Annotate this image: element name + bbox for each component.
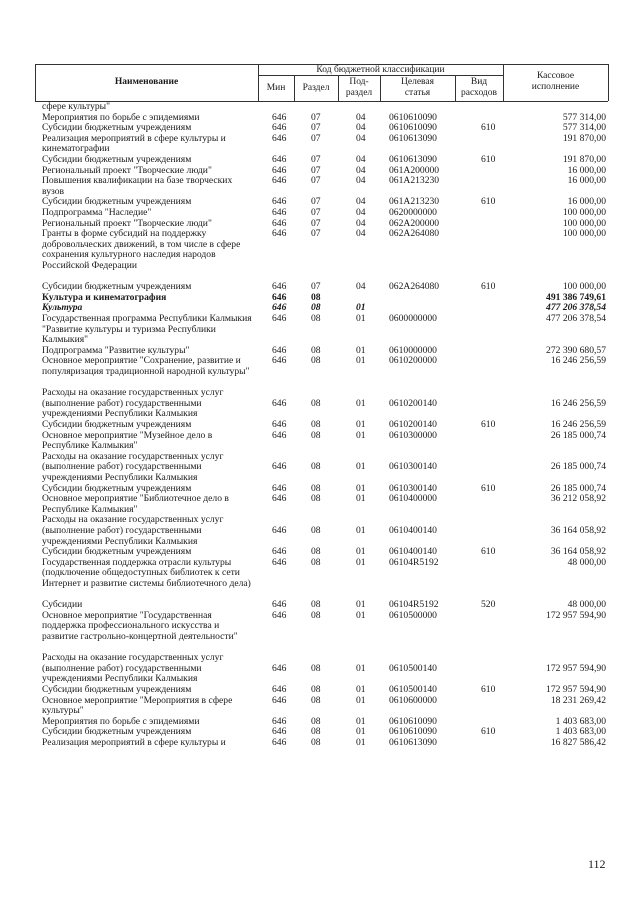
row-min: 646 [272,737,287,748]
row-name: Государственная поддержка отрасли культуры (подключение общедоступных библиотек к сети Интернет и развитие системы библиотечного дела) [42,556,251,589]
row-statya: 0610400140 [389,546,437,558]
row-min: 646 [272,556,287,568]
row-razdel: 08 [311,461,321,473]
row-min: 646 [272,684,287,695]
row-podrazdel: 01 [356,482,366,494]
row-min: 646 [272,419,287,430]
row-sum: 100 000,00 [562,207,606,218]
row-razdel: 07 [311,111,321,123]
row-name: Подпрограмма "Наследие" [42,207,152,218]
row-podrazdel: 01 [356,546,366,558]
row-min: 646 [272,546,287,558]
row-sum: 100 000,00 [562,281,606,293]
row-razdel: 08 [311,599,321,611]
row-sum: 36 164 058,92 [550,546,606,558]
header-min: Мин [266,83,286,93]
row-statya: 062A264080 [389,281,440,293]
row-name: Расходы на оказание государственных услуг (выполнение работ) государственными учреждениями Республики Калмыкия [42,387,224,420]
row-name: Субсидии бюджетным учреждениям [42,684,192,695]
row-vid: 520 [481,599,496,611]
row-podrazdel: 01 [356,397,366,409]
row-min: 646 [272,524,287,536]
table-row [0,558,640,600]
row-sum: 491 386 749,61 [546,291,606,303]
row-sum: 172 957 594,90 [546,684,606,695]
row-statya: 0610600000 [389,694,437,706]
row-podrazdel: 04 [356,154,366,165]
row-sum: 191 870,00 [562,132,606,144]
row-razdel: 07 [311,207,321,218]
row-statya: 0610500000 [389,609,437,621]
row-statya: 0600000000 [389,313,437,324]
row-razdel: 07 [311,132,321,144]
row-min: 646 [272,207,287,218]
row-razdel: 08 [311,556,321,568]
row-min: 646 [272,482,287,494]
row-sum: 577 314,00 [562,111,606,123]
row-name: Региональный проект "Творческие люди" [42,164,212,176]
row-name: Основное мероприятие "Мероприятия в сфере культуры" [42,694,233,717]
row-name: Субсидии [42,599,83,611]
row-name: Основное мероприятие "Сохранение, развитие и популяризация традиционной народной культуры" [42,355,250,377]
row-name: Культура [42,302,83,314]
page-number: 112 [588,857,606,871]
table-row [0,696,640,717]
row-statya: 0610610090 [389,122,437,134]
row-statya: 0610400000 [389,493,437,505]
row-podrazdel: 01 [356,344,366,356]
row-podrazdel: 04 [356,132,366,144]
row-sum: 16 246 256,59 [550,355,606,367]
row-razdel: 08 [311,344,321,356]
row-sum: 16 246 256,59 [550,419,606,430]
table-row [0,515,640,547]
row-min: 646 [272,164,287,176]
row-sum: 191 870,00 [562,154,606,165]
row-podrazdel: 01 [356,662,366,674]
row-statya: 0610300140 [389,482,437,494]
row-vid: 610 [481,196,496,208]
row-sum: 36 212 058,92 [550,493,606,505]
row-razdel: 08 [311,493,321,505]
row-statya: 0610500140 [389,662,437,674]
row-razdel: 08 [311,524,321,536]
table-row [0,452,640,484]
row-statya: 062A200000 [389,217,440,229]
row-podrazdel: 01 [356,493,366,505]
row-statya: 0610610090 [389,715,437,727]
row-podrazdel: 04 [356,217,366,229]
row-podrazdel: 04 [356,111,366,123]
table-row [0,431,640,452]
row-name: Мероприятия по борьбе с эпидемиями [42,111,200,123]
row-razdel: 08 [311,313,321,324]
table-row [0,155,640,166]
row-min: 646 [272,291,287,303]
row-sum: 16 246 256,59 [550,397,606,409]
row-name: Основное мероприятие "Библиотечное дело в Республике Калмыкия" [42,493,229,515]
row-podrazdel: 04 [356,281,366,293]
row-sum: 16 000,00 [567,164,606,176]
row-name: Расходы на оказание государственных услуг (выполнение работ) государственными учреждениями Республики Калмыкия [42,652,224,685]
table-row [0,134,640,155]
row-podrazdel: 01 [356,419,366,430]
row-podrazdel: 01 [356,556,366,568]
row-statya: 0610613090 [389,154,437,165]
row-min: 646 [272,132,287,144]
row-razdel: 08 [311,302,321,314]
row-sum: 16 000,00 [567,196,606,208]
row-vid: 610 [481,154,496,165]
row-name: Повышения квалификации на базе творческих вузов [42,175,233,197]
row-name: Государственная программа Республики Калмыкия "Развитие культуры и туризма Республики Калмыкия" [42,313,252,346]
row-min: 646 [272,313,287,324]
header-statya: Целевая статья [401,77,434,98]
row-min: 646 [272,154,287,165]
row-name: Подпрограмма "Развитие культуры" [42,344,190,356]
row-podrazdel: 01 [356,599,366,611]
row-sum: 16 827 586,42 [550,737,606,748]
row-vid: 610 [481,482,496,494]
row-statya: 061A213230 [389,175,440,187]
row-razdel: 08 [311,737,321,748]
row-sum: 36 164 058,92 [550,524,606,536]
row-name: Субсидии бюджетным учреждениям [42,196,192,208]
row-statya: 0610500140 [389,684,437,695]
row-sum: 1 403 683,00 [555,715,606,727]
row-min: 646 [272,281,287,293]
row-podrazdel: 01 [356,524,366,536]
row-razdel: 08 [311,609,321,621]
row-podrazdel: 04 [356,228,366,240]
row-min: 646 [272,302,287,314]
row-podrazdel: 04 [356,175,366,187]
row-statya: 0610300000 [389,429,437,441]
row-sum: 48 000,00 [567,599,606,611]
row-min: 646 [272,599,287,611]
row-razdel: 08 [311,546,321,558]
row-name: Субсидии бюджетным учреждениям [42,281,192,293]
row-name: Мероприятия по борьбе с эпидемиями [42,715,200,727]
table-row [0,102,640,113]
row-min: 646 [272,175,287,187]
row-razdel: 07 [311,164,321,176]
row-statya: 0610200140 [389,419,437,430]
row-vid: 610 [481,281,496,293]
row-podrazdel: 01 [356,609,366,621]
row-razdel: 07 [311,175,321,187]
row-sum: 26 185 000,74 [550,482,606,494]
header-sum: Кассовое исполнение [531,71,580,92]
row-razdel: 08 [311,482,321,494]
row-razdel: 07 [311,122,321,134]
row-sum: 26 185 000,74 [550,461,606,473]
row-statya: 0610610090 [389,111,437,123]
row-statya: 0620000000 [389,207,437,218]
table-row [0,229,640,282]
row-min: 646 [272,662,287,674]
row-statya: 0610200140 [389,397,437,409]
row-min: 646 [272,715,287,727]
row-podrazdel: 01 [356,302,366,314]
row-statya: 0610000000 [389,344,437,356]
row-sum: 172 957 594,90 [546,609,606,621]
row-razdel: 08 [311,429,321,441]
row-min: 646 [272,429,287,441]
row-vid: 610 [481,122,496,134]
row-statya: 06104R5192 [389,599,439,611]
header-razdel: Раздел [302,83,330,93]
table-row [0,208,640,219]
row-razdel: 08 [311,397,321,409]
table-row [0,314,640,346]
row-name: Субсидии бюджетным учреждениям [42,122,192,134]
row-razdel: 08 [311,726,321,738]
row-name: Гранты в форме субсидий на поддержку добровольческих движений, в том числе в сфере сохранения культурного наследия народов Российской Федерации [42,228,241,271]
row-vid: 610 [481,684,496,695]
row-name: Культура и кинематография [42,291,167,303]
row-name: Субсидии бюджетным учреждениям [42,419,192,430]
row-razdel: 08 [311,715,321,727]
row-vid: 610 [481,546,496,558]
row-razdel: 07 [311,217,321,229]
row-name: Основное мероприятие "Государственная поддержка профессионального искусства и развитие гастрольно-концертной деятельности" [42,609,238,642]
header-code-group: Код бюджетной классификации [316,65,445,75]
row-razdel: 08 [311,684,321,695]
row-podrazdel: 04 [356,207,366,218]
row-statya: 061A213230 [389,196,440,208]
row-vid: 610 [481,419,496,430]
row-sum: 100 000,00 [562,228,606,240]
table-row [0,494,640,515]
row-sum: 18 231 269,42 [550,694,606,706]
row-sum: 48 000,00 [567,556,606,568]
row-name: Основное мероприятие "Музейное дело в Республике Калмыкия" [42,429,213,452]
row-podrazdel: 04 [356,122,366,134]
row-statya: 0610613090 [389,737,437,748]
row-min: 646 [272,122,287,134]
row-name: Региональный проект "Творческие люди" [42,217,212,229]
row-podrazdel: 01 [356,429,366,441]
table-row [0,388,640,420]
row-statya: 0610300140 [389,461,437,473]
row-sum: 577 314,00 [562,122,606,134]
row-razdel: 07 [311,228,321,240]
row-razdel: 08 [311,355,321,367]
row-podrazdel: 04 [356,164,366,176]
row-name: Расходы на оказание государственных услуг (выполнение работ) государственными учреждениями Республики Калмыкия [42,450,224,483]
row-min: 646 [272,609,287,621]
row-sum: 100 000,00 [562,217,606,229]
row-sum: 16 000,00 [567,175,606,187]
row-sum: 26 185 000,74 [550,429,606,441]
row-min: 646 [272,217,287,229]
row-razdel: 07 [311,281,321,293]
row-statya: 0610400140 [389,524,437,536]
header-vid: Вид расходов [461,77,497,98]
row-podrazdel: 01 [356,726,366,738]
row-sum: 272 390 680,57 [546,344,606,356]
row-statya: 06104R5192 [389,556,439,568]
row-min: 646 [272,493,287,505]
header-podrazdel: Под- раздел [345,77,373,98]
header-name: Наименование [114,77,179,87]
row-name: Субсидии бюджетным учреждениям [42,482,192,494]
row-vid: 610 [481,726,496,738]
row-razdel: 08 [311,419,321,430]
row-name: Субсидии бюджетным учреждениям [42,546,192,558]
row-razdel: 08 [311,662,321,674]
row-statya: 061A200000 [389,164,440,176]
row-podrazdel: 04 [356,196,366,208]
row-min: 646 [272,397,287,409]
table-row [0,738,640,749]
row-sum: 172 957 594,90 [546,662,606,674]
row-name: сфере культуры" [42,101,111,112]
row-podrazdel: 01 [356,694,366,706]
row-min: 646 [272,694,287,706]
row-statya: 0610613090 [389,132,437,144]
row-podrazdel: 01 [356,737,366,748]
row-name: Реализация мероприятий в сфере культуры и кинематографии [42,132,226,155]
row-min: 646 [272,726,287,738]
row-podrazdel: 01 [356,313,366,324]
row-min: 646 [272,461,287,473]
row-statya: 0610200000 [389,355,437,367]
row-razdel: 08 [311,694,321,706]
row-podrazdel: 01 [356,684,366,695]
row-name: Субсидии бюджетным учреждениям [42,726,192,738]
row-min: 646 [272,196,287,208]
table-row [0,653,640,685]
table-row [0,176,640,197]
row-podrazdel: 01 [356,715,366,727]
row-name: Реализация мероприятий в сфере культуры и [42,737,226,748]
row-statya: 062A264080 [389,228,440,240]
row-sum: 477 206 378,54 [546,313,606,324]
row-min: 646 [272,344,287,356]
header-vline [608,64,609,101]
row-razdel: 08 [311,291,321,303]
row-name: Субсидии бюджетным учреждениям [42,154,192,165]
row-name: Расходы на оказание государственных услуг (выполнение работ) государственными учреждениями Республики Калмыкия [42,514,224,547]
row-min: 646 [272,111,287,123]
row-min: 646 [272,228,287,240]
row-min: 646 [272,355,287,367]
table-row [0,356,640,388]
row-sum: 477 206 378,54 [546,302,606,314]
row-podrazdel: 01 [356,355,366,367]
row-razdel: 07 [311,154,321,165]
row-statya: 0610610090 [389,726,437,738]
table-row [0,685,640,696]
row-podrazdel: 01 [356,461,366,473]
row-sum: 1 403 683,00 [555,726,606,738]
table-row [0,611,640,653]
row-razdel: 07 [311,196,321,208]
table-row [0,420,640,431]
